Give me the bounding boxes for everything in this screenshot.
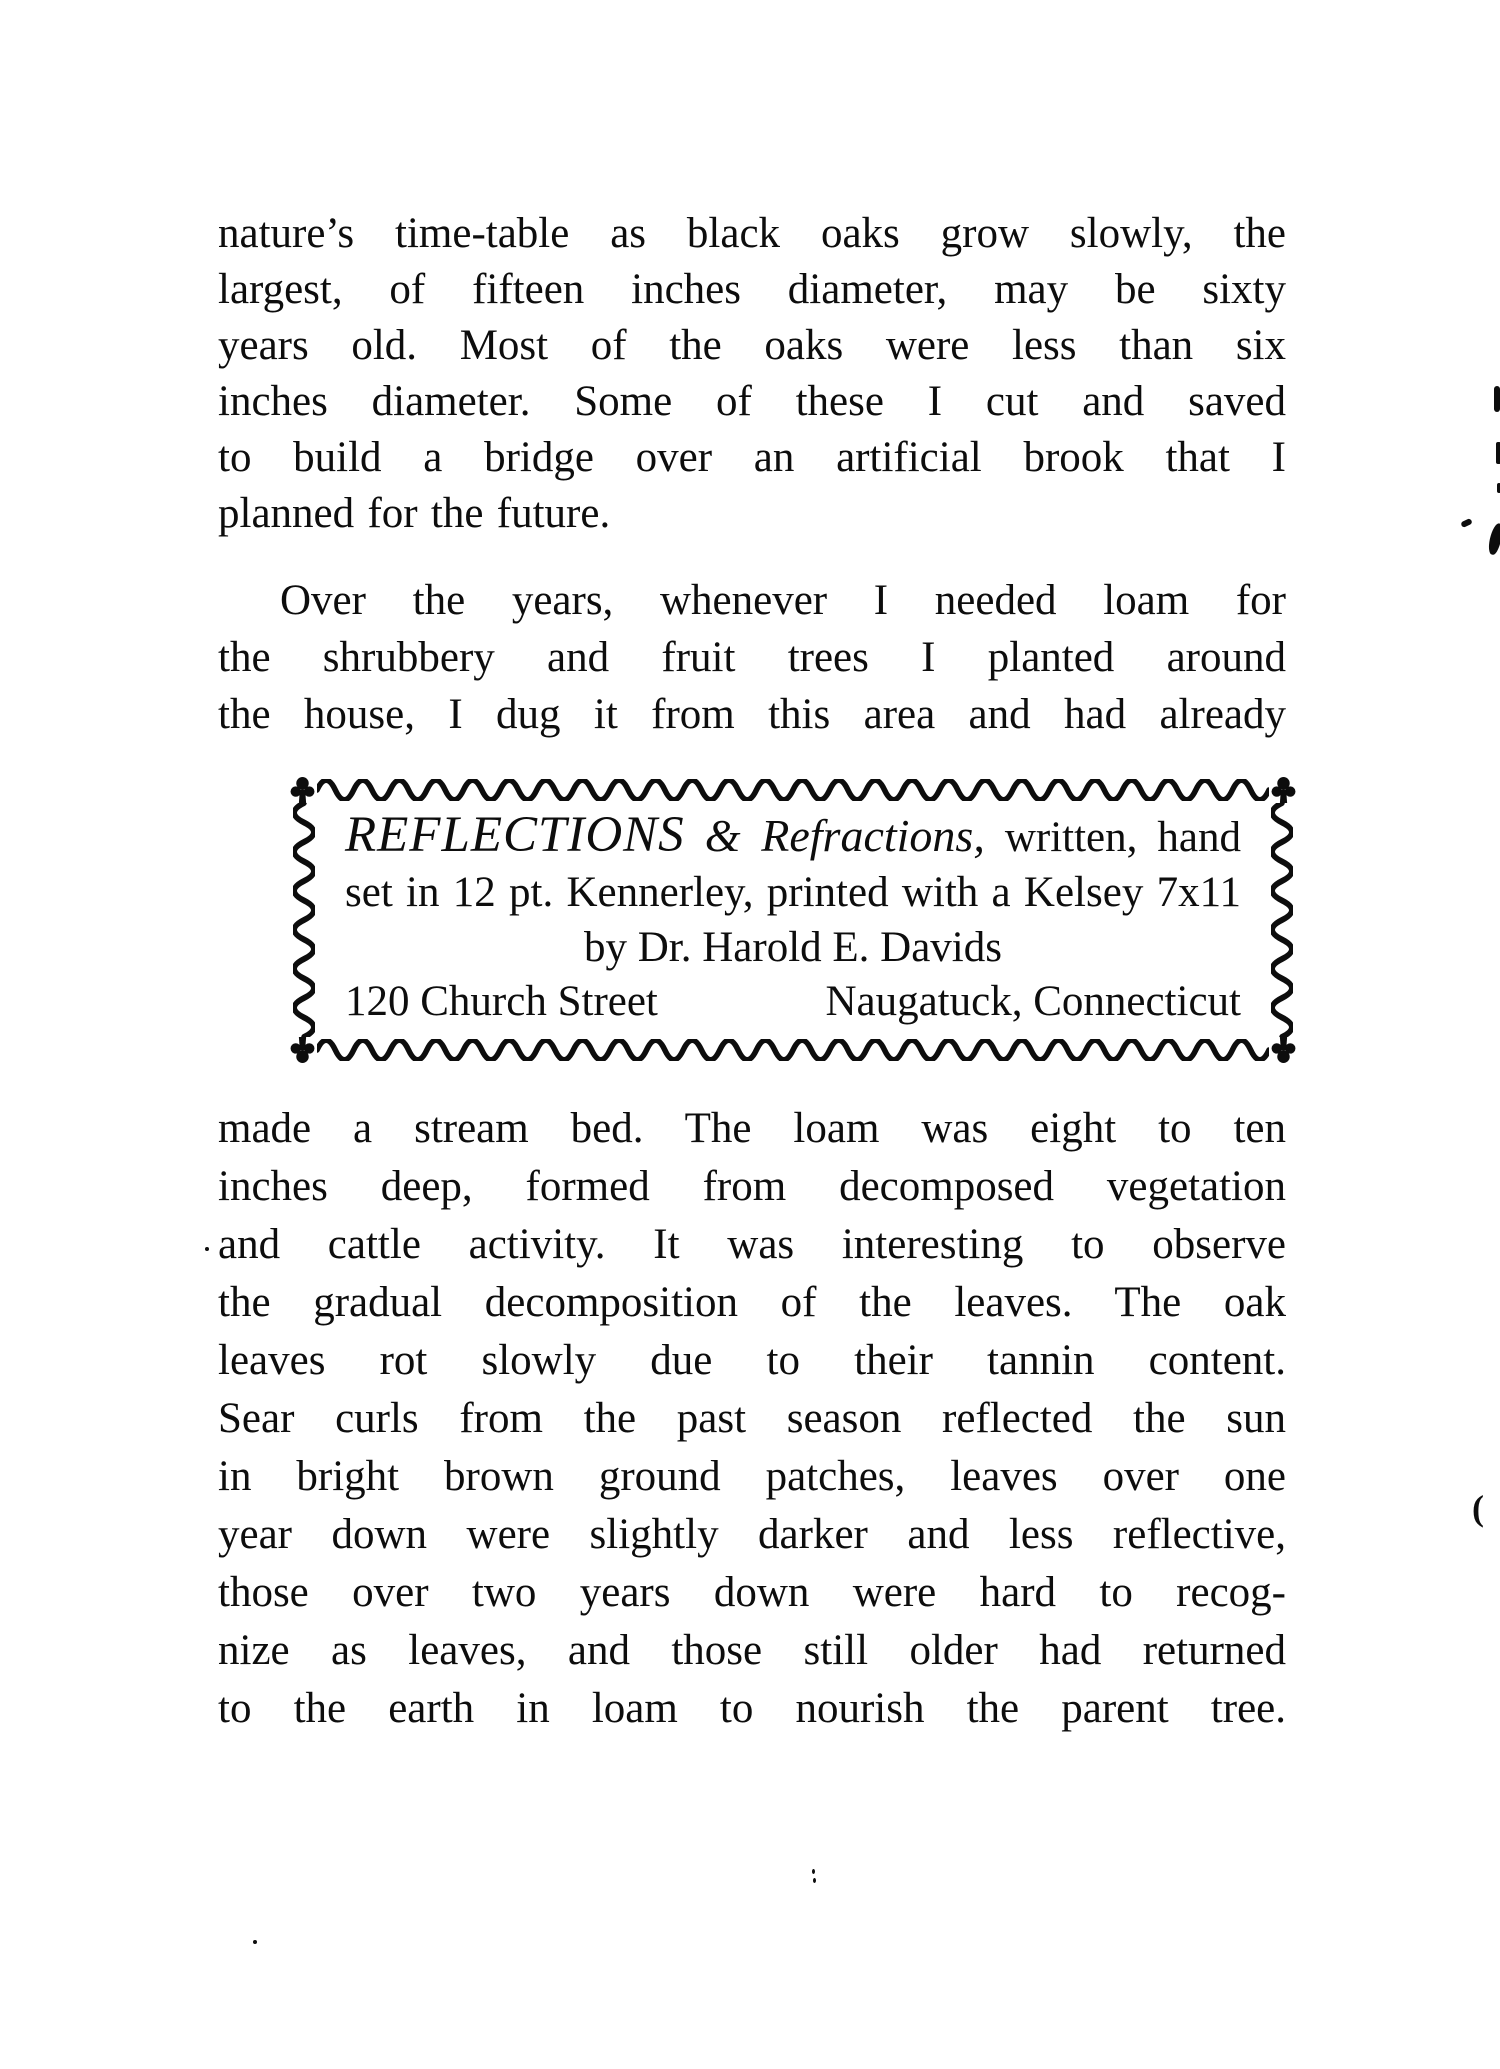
ad-book-title: REFLECTIONS bbox=[345, 807, 685, 863]
stray-ink-mark: ( bbox=[1472, 1488, 1484, 1528]
text-line: those over two years down were hard to recog- bbox=[218, 1569, 1286, 1616]
quatrefoil-ornament-icon bbox=[1270, 776, 1297, 803]
text-line: to build a bridge over an artificial brook that I bbox=[218, 434, 1286, 481]
ad-address-line bbox=[345, 975, 1241, 1029]
stray-ink-mark bbox=[1460, 518, 1473, 528]
stray-ink-mark bbox=[1496, 442, 1500, 464]
text-line: planned for the future. bbox=[218, 490, 611, 537]
text-line: and cattle activity. It was interesting to observe bbox=[218, 1221, 1286, 1268]
text-line: largest, of fifteen inches diameter, may be sixty bbox=[218, 266, 1286, 313]
wavy-border-right bbox=[1271, 803, 1293, 1037]
text-line: the house, I dug it from this area and had already bbox=[218, 691, 1286, 738]
ad-street-address: 120 Church Street bbox=[345, 978, 658, 1025]
stray-ink-speck bbox=[253, 1940, 257, 1944]
wavy-border-bottom bbox=[317, 1039, 1269, 1061]
quatrefoil-ornament-icon bbox=[1270, 1037, 1297, 1064]
wavy-border-left bbox=[293, 803, 315, 1037]
stray-ink-speck bbox=[205, 1247, 209, 1251]
text-line: nize as leaves, and those still older had returned bbox=[218, 1627, 1286, 1674]
paragraph-oaks bbox=[218, 206, 1286, 542]
ad-author-line: by Dr. Harold E. Davids bbox=[584, 924, 1002, 971]
colophon-ad-box bbox=[293, 778, 1293, 1062]
text-line: year down were slightly darker and less reflective, bbox=[218, 1511, 1286, 1558]
ad-book-subtitle: & Refractions, bbox=[704, 810, 985, 861]
wavy-border-top bbox=[317, 779, 1269, 801]
ad-city-state: Naugatuck, Connecticut bbox=[825, 978, 1241, 1025]
text-line: years old. Most of the oaks were less than six bbox=[218, 322, 1286, 369]
text-line: in bright brown ground patches, leaves over one bbox=[218, 1453, 1286, 1500]
ad-printing-details: set in 12 pt. Kennerley, printed with a Kelsey 7x11 bbox=[345, 869, 1241, 916]
quatrefoil-ornament-icon bbox=[289, 1037, 316, 1064]
stray-ink-speck bbox=[813, 1878, 816, 1883]
stray-ink-mark bbox=[1487, 522, 1500, 556]
text-line: the shrubbery and fruit trees I planted around bbox=[218, 634, 1286, 681]
text-line: made a stream bed. The loam was eight to ten bbox=[218, 1105, 1286, 1152]
quatrefoil-ornament-icon bbox=[289, 776, 316, 803]
paragraph-loam bbox=[218, 572, 1286, 743]
paragraph-leaves bbox=[218, 1100, 1286, 1738]
text-line: inches deep, formed from decomposed vegetation bbox=[218, 1163, 1286, 1210]
ad-title-suffix: written, hand bbox=[1004, 814, 1241, 861]
text-line: leaves rot slowly due to their tannin content. bbox=[218, 1337, 1286, 1384]
stray-ink-mark bbox=[1494, 386, 1500, 412]
text-line: Sear curls from the past season reflected the sun bbox=[218, 1395, 1286, 1442]
text-line: inches diameter. Some of these I cut and saved bbox=[218, 378, 1286, 425]
text-line: nature’s time-table as black oaks grow slowly, the bbox=[218, 210, 1286, 257]
ad-title-line bbox=[345, 808, 1241, 865]
text-line: Over the years, whenever I needed loam for bbox=[280, 577, 1286, 624]
text-line: the gradual decomposition of the leaves. The oak bbox=[218, 1279, 1286, 1326]
stray-ink-speck bbox=[812, 1869, 815, 1874]
text-line: to the earth in loam to nourish the parent tree. bbox=[218, 1685, 1286, 1732]
